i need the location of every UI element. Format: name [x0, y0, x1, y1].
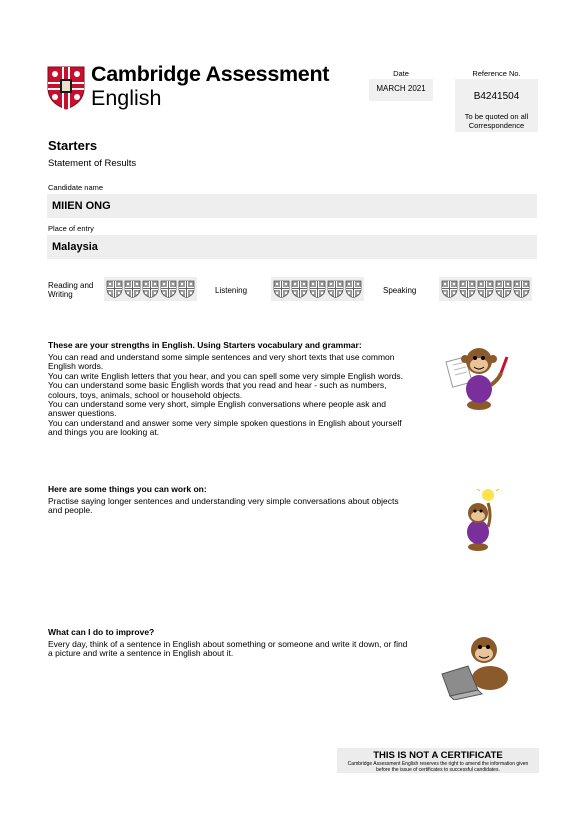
skill-label-line: Writing: [48, 290, 73, 299]
reference-note: [455, 112, 538, 130]
monkey-idea-illustration: [458, 487, 504, 553]
shield-icon: [160, 280, 177, 298]
text-line: and things you are looking at.: [48, 427, 160, 438]
text-line: English words.: [48, 361, 104, 372]
reference-note-line1: To be quoted on all: [464, 112, 529, 121]
shield-icon: [477, 280, 494, 298]
skill-label-speaking: Speaking: [383, 286, 417, 295]
shield-score-listening: [271, 277, 364, 301]
text-line: a picture and write a sentence in English about it.: [48, 648, 234, 659]
shield-icon: [459, 280, 476, 298]
improve-title: What can I do to improve?: [48, 627, 155, 637]
shield-icon: [124, 280, 141, 298]
exam-subtitle: Statement of Results: [48, 158, 137, 169]
shield-icon: [513, 280, 530, 298]
skill-label-line: Reading and: [48, 281, 94, 290]
text-line: colours, toys, animals, school or household objects.: [48, 389, 243, 400]
shield-icon: [441, 280, 458, 298]
text-line: You can understand and answer some very simple spoken questions in English about yourself: [48, 417, 402, 428]
shield-icon: [309, 280, 326, 298]
monkey-laptop-illustration: [440, 630, 515, 700]
shield-icon: [495, 280, 512, 298]
strengths-title: These are your strengths in English. Using Starters vocabulary and grammar:: [48, 340, 362, 350]
text-line: You can write English letters that you hear, and you can spell some very simple English words.: [48, 370, 403, 381]
text-line: Practise saying longer sentences and understanding very simple conversations about objects: [48, 496, 399, 506]
candidate-name-label: Candidate name: [48, 183, 104, 192]
place-of-entry-label: Place of entry: [48, 224, 94, 233]
footer-title: THIS IS NOT A CERTIFICATE: [373, 750, 503, 761]
org-name: Cambridge Assessment: [91, 62, 330, 86]
reference-note-line2: Correspondence: [468, 121, 525, 130]
shield-score-speaking: [439, 277, 532, 301]
cambridge-shield-logo: [47, 66, 85, 110]
org-name-sub: English: [91, 86, 162, 110]
text-line: and people.: [48, 505, 93, 516]
text-line: answer questions.: [48, 408, 117, 419]
shield-icon: [142, 280, 159, 298]
shield-icon: [345, 280, 362, 298]
candidate-name-value: MIIEN ONG: [47, 194, 537, 218]
improve-body: [48, 640, 438, 659]
work-on-body: [48, 497, 438, 516]
reference-value: B4241504: [473, 91, 520, 102]
reference-label: Reference No.: [472, 69, 521, 78]
date-label: Date: [393, 69, 409, 78]
footer-note: [337, 761, 539, 773]
not-a-certificate-notice: [337, 748, 539, 773]
work-on-title: Here are some things you can work on:: [48, 484, 207, 494]
skill-label-listening: Listening: [215, 286, 248, 295]
place-of-entry-value: Malaysia: [47, 235, 537, 259]
date-value: MARCH 2021: [369, 79, 433, 101]
text-line: Every day, think of a sentence in English about something or someone and write it down, or find: [48, 639, 408, 649]
reference-box: [455, 79, 538, 132]
shield-score-reading-writing: [104, 277, 197, 301]
shield-icon: [273, 280, 290, 298]
strengths-body: [48, 353, 438, 438]
shield-icon: [178, 280, 195, 298]
skill-label-reading-writing: [48, 281, 93, 299]
exam-title: Starters: [48, 138, 98, 153]
text-line: You can understand some very short, simple English conversations where people ask and: [48, 399, 386, 410]
shield-icon: [291, 280, 308, 298]
footer-note-line1: Cambridge Assessment English reserves the right to amend the information given: [347, 761, 529, 767]
shield-icon: [327, 280, 344, 298]
text-line: You can understand some basic English words that you read and hear - such as numbers,: [48, 380, 387, 391]
monkey-reading-illustration: [445, 343, 517, 413]
footer-note-line2: before the issue of certificates to successful candidates.: [376, 767, 500, 773]
shield-icon: [106, 280, 123, 298]
text-line: You can read and understand some simple sentences and very short texts that use common: [48, 352, 395, 362]
